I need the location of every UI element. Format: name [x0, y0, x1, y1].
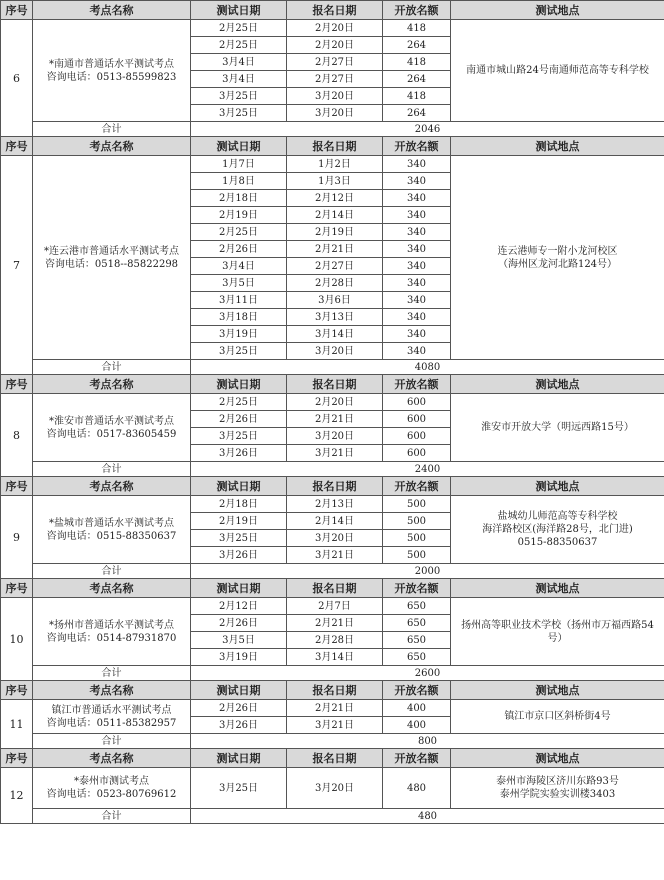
site-name-cell: [33, 768, 191, 809]
total-value: 4080: [191, 360, 664, 375]
quota: 418: [383, 88, 451, 105]
header-quota: 开放名额: [383, 579, 451, 598]
signup-date: 2月27日: [287, 258, 383, 275]
site-name: *连云港市普通话水平测试考点: [44, 245, 179, 257]
header-signup-date: 报名日期: [287, 375, 383, 394]
header-row: [1, 579, 664, 598]
header-location: 测试地点: [451, 375, 664, 394]
header-signup-date: 报名日期: [287, 681, 383, 700]
test-date: 2月25日: [191, 394, 287, 411]
site-name: *盐城市普通话水平测试考点: [49, 517, 174, 529]
signup-date: 3月20日: [287, 343, 383, 360]
signup-date: 3月20日: [287, 428, 383, 445]
quota: 600: [383, 411, 451, 428]
test-date: 3月25日: [191, 428, 287, 445]
header-location: 测试地点: [451, 749, 664, 768]
test-date: 3月25日: [191, 530, 287, 547]
total-label: 合计: [33, 809, 191, 824]
header-location: 测试地点: [451, 477, 664, 496]
quota: 418: [383, 20, 451, 37]
signup-date: 3月21日: [287, 445, 383, 462]
signup-date: 2月20日: [287, 20, 383, 37]
total-label: 合计: [33, 734, 191, 749]
quota: 264: [383, 71, 451, 88]
signup-date: 3月6日: [287, 292, 383, 309]
signup-date: 2月14日: [287, 207, 383, 224]
signup-date: 2月27日: [287, 54, 383, 71]
quota: 340: [383, 309, 451, 326]
site-index: 12: [1, 768, 33, 824]
signup-date: 2月19日: [287, 224, 383, 241]
header-test-date: 测试日期: [191, 1, 287, 20]
site-location-line: 南通市城山路24号南通师范高等专科学校: [466, 65, 649, 76]
quota: 340: [383, 292, 451, 309]
quota: 340: [383, 190, 451, 207]
total-row: [1, 564, 664, 579]
quota: 650: [383, 598, 451, 615]
signup-date: 2月21日: [287, 700, 383, 717]
site-index: 6: [1, 20, 33, 137]
test-date: 2月18日: [191, 190, 287, 207]
header-test-date: 测试日期: [191, 137, 287, 156]
header-site-name: 考点名称: [33, 375, 191, 394]
header-row: [1, 137, 664, 156]
site-name-cell: [33, 700, 191, 734]
signup-date: 3月20日: [287, 530, 383, 547]
test-date: 3月25日: [191, 768, 287, 809]
total-value: 2046: [191, 122, 664, 137]
header-index: 序号: [1, 579, 33, 598]
test-date: 2月25日: [191, 224, 287, 241]
signup-date: 2月13日: [287, 496, 383, 513]
signup-date: 3月20日: [287, 105, 383, 122]
signup-date: 2月21日: [287, 411, 383, 428]
quota: 264: [383, 37, 451, 54]
site-name-cell: [33, 598, 191, 666]
quota: 340: [383, 326, 451, 343]
header-test-date: 测试日期: [191, 749, 287, 768]
header-location: 测试地点: [451, 137, 664, 156]
quota: 500: [383, 530, 451, 547]
header-index: 序号: [1, 137, 33, 156]
site-name-cell: [33, 20, 191, 122]
quota: 650: [383, 649, 451, 666]
signup-date: 2月12日: [287, 190, 383, 207]
header-quota: 开放名额: [383, 1, 451, 20]
header-row: [1, 375, 664, 394]
test-date: 1月7日: [191, 156, 287, 173]
site-location-line: 泰州学院实验实训楼3403: [499, 789, 616, 800]
test-date: 2月25日: [191, 37, 287, 54]
header-site-name: 考点名称: [33, 477, 191, 496]
test-date: 3月26日: [191, 445, 287, 462]
quota: 264: [383, 105, 451, 122]
site-location-line: 海洋路校区(海洋路28号，北门进): [482, 524, 633, 535]
header-location: 测试地点: [451, 681, 664, 700]
quota: 500: [383, 513, 451, 530]
header-row: [1, 1, 664, 20]
test-date: 3月19日: [191, 649, 287, 666]
total-row: [1, 360, 664, 375]
header-index: 序号: [1, 375, 33, 394]
test-date: 2月26日: [191, 615, 287, 632]
header-location: 测试地点: [451, 579, 664, 598]
header-index: 序号: [1, 749, 33, 768]
header-row: [1, 681, 664, 700]
quota: 340: [383, 343, 451, 360]
site-phone: 咨询电话：0515-88350637: [46, 530, 177, 542]
test-date: 3月26日: [191, 547, 287, 564]
site-location: [451, 496, 664, 564]
header-row: [1, 749, 664, 768]
signup-date: 3月21日: [287, 547, 383, 564]
header-quota: 开放名额: [383, 137, 451, 156]
header-site-name: 考点名称: [33, 579, 191, 598]
test-date: 3月4日: [191, 54, 287, 71]
test-date: 2月12日: [191, 598, 287, 615]
total-value: 480: [191, 809, 664, 824]
total-label: 合计: [33, 666, 191, 681]
signup-date: 2月7日: [287, 598, 383, 615]
total-label: 合计: [33, 462, 191, 477]
total-label: 合计: [33, 564, 191, 579]
total-row: [1, 734, 664, 749]
test-date: 3月25日: [191, 105, 287, 122]
signup-date: 2月28日: [287, 632, 383, 649]
quota: 400: [383, 717, 451, 734]
header-quota: 开放名额: [383, 681, 451, 700]
signup-date: 2月20日: [287, 37, 383, 54]
test-date: 2月25日: [191, 20, 287, 37]
signup-date: 3月20日: [287, 768, 383, 809]
test-date: 2月18日: [191, 496, 287, 513]
site-location: [451, 394, 664, 462]
header-quota: 开放名额: [383, 749, 451, 768]
site-phone: 咨询电话：0517-83605459: [46, 428, 177, 440]
site-location: [451, 700, 664, 734]
schedule-row: [1, 768, 664, 809]
signup-date: 2月14日: [287, 513, 383, 530]
site-location-line: 盐城幼儿师范高等专科学校: [497, 511, 618, 522]
total-value: 2600: [191, 666, 664, 681]
header-signup-date: 报名日期: [287, 137, 383, 156]
quota: 340: [383, 156, 451, 173]
header-site-name: 考点名称: [33, 1, 191, 20]
site-location-line: 0515-88350637: [517, 537, 598, 548]
site-phone: 咨询电话：0523-80769612: [46, 789, 177, 800]
site-phone: 咨询电话：0511-85382957: [46, 717, 177, 729]
header-site-name: 考点名称: [33, 749, 191, 768]
site-index: 8: [1, 394, 33, 477]
test-date: 2月26日: [191, 241, 287, 258]
site-location: [451, 156, 664, 360]
total-value: 2400: [191, 462, 664, 477]
site-name: *泰州市测试考点: [74, 776, 149, 787]
total-label: 合计: [33, 122, 191, 137]
site-location-line: 连云港师专一附小龙河校区: [497, 245, 618, 257]
site-index: 10: [1, 598, 33, 681]
quota: 600: [383, 445, 451, 462]
test-date: 3月11日: [191, 292, 287, 309]
test-date: 1月8日: [191, 173, 287, 190]
test-date: 2月26日: [191, 700, 287, 717]
total-row: [1, 122, 664, 137]
site-index: 7: [1, 156, 33, 375]
site-name-cell: [33, 156, 191, 360]
signup-date: 1月3日: [287, 173, 383, 190]
signup-date: 2月28日: [287, 275, 383, 292]
header-row: [1, 477, 664, 496]
total-label: 合计: [33, 360, 191, 375]
header-test-date: 测试日期: [191, 477, 287, 496]
header-signup-date: 报名日期: [287, 1, 383, 20]
header-test-date: 测试日期: [191, 681, 287, 700]
site-name-cell: [33, 394, 191, 462]
quota: 600: [383, 394, 451, 411]
site-name: 镇江市普通话水平测试考点: [51, 704, 172, 716]
site-location-line: 扬州高等职业技术学校（扬州市万福西路54号）: [461, 619, 654, 644]
site-location-line: 镇江市京口区斜桥街4号: [504, 711, 611, 722]
site-phone: 咨询电话：0514-87931870: [46, 632, 177, 644]
header-test-date: 测试日期: [191, 579, 287, 598]
quota: 418: [383, 54, 451, 71]
site-location: [451, 598, 664, 666]
test-date: 3月5日: [191, 632, 287, 649]
site-location-line: （海州区龙河北路124号）: [497, 258, 618, 270]
quota: 400: [383, 700, 451, 717]
total-value: 2000: [191, 564, 664, 579]
test-date: 3月19日: [191, 326, 287, 343]
signup-date: 2月20日: [287, 394, 383, 411]
quota: 600: [383, 428, 451, 445]
header-signup-date: 报名日期: [287, 749, 383, 768]
site-phone: 咨询电话：0513-85599823: [46, 71, 177, 83]
quota: 340: [383, 275, 451, 292]
signup-date: 3月21日: [287, 717, 383, 734]
site-location-line: 淮安市开放大学（明远西路15号）: [481, 422, 634, 433]
quota: 340: [383, 258, 451, 275]
test-date: 3月5日: [191, 275, 287, 292]
signup-date: 1月2日: [287, 156, 383, 173]
test-date: 3月25日: [191, 88, 287, 105]
quota: 340: [383, 173, 451, 190]
quota: 340: [383, 207, 451, 224]
schedule-row: [1, 394, 664, 411]
site-name: *扬州市普通话水平测试考点: [49, 619, 174, 631]
quota: 500: [383, 547, 451, 564]
schedule-row: [1, 598, 664, 615]
schedule-row: [1, 700, 664, 717]
signup-date: 3月14日: [287, 649, 383, 666]
site-index: 11: [1, 700, 33, 749]
signup-date: 2月21日: [287, 615, 383, 632]
header-index: 序号: [1, 477, 33, 496]
header-index: 序号: [1, 1, 33, 20]
signup-date: 3月13日: [287, 309, 383, 326]
header-location: 测试地点: [451, 1, 664, 20]
quota: 480: [383, 768, 451, 809]
test-date: 2月19日: [191, 207, 287, 224]
header-index: 序号: [1, 681, 33, 700]
test-date: 2月26日: [191, 411, 287, 428]
site-name: *淮安市普通话水平测试考点: [49, 415, 174, 427]
quota: 650: [383, 615, 451, 632]
total-row: [1, 666, 664, 681]
site-phone: 咨询电话：0518--85822298: [44, 258, 179, 270]
quota: 500: [383, 496, 451, 513]
header-signup-date: 报名日期: [287, 477, 383, 496]
header-site-name: 考点名称: [33, 681, 191, 700]
header-signup-date: 报名日期: [287, 579, 383, 598]
site-name-cell: [33, 496, 191, 564]
signup-date: 3月14日: [287, 326, 383, 343]
quota: 340: [383, 224, 451, 241]
total-row: [1, 462, 664, 477]
header-quota: 开放名额: [383, 375, 451, 394]
header-site-name: 考点名称: [33, 137, 191, 156]
schedule-row: [1, 20, 664, 37]
signup-date: 2月27日: [287, 71, 383, 88]
site-location: [451, 768, 664, 809]
site-location-line: 泰州市海陵区济川东路93号: [496, 776, 619, 787]
signup-date: 3月20日: [287, 88, 383, 105]
header-test-date: 测试日期: [191, 375, 287, 394]
test-date: 3月18日: [191, 309, 287, 326]
schedule-row: [1, 156, 664, 173]
header-quota: 开放名额: [383, 477, 451, 496]
test-date: 3月26日: [191, 717, 287, 734]
site-index: 9: [1, 496, 33, 579]
total-value: 800: [191, 734, 664, 749]
quota: 650: [383, 632, 451, 649]
site-location: [451, 20, 664, 122]
schedule-row: [1, 496, 664, 513]
quota: 340: [383, 241, 451, 258]
test-date: 2月19日: [191, 513, 287, 530]
signup-date: 2月21日: [287, 241, 383, 258]
site-name: *南通市普通话水平测试考点: [49, 58, 174, 70]
test-date: 3月4日: [191, 258, 287, 275]
total-row: [1, 809, 664, 824]
test-date: 3月25日: [191, 343, 287, 360]
test-date: 3月4日: [191, 71, 287, 88]
